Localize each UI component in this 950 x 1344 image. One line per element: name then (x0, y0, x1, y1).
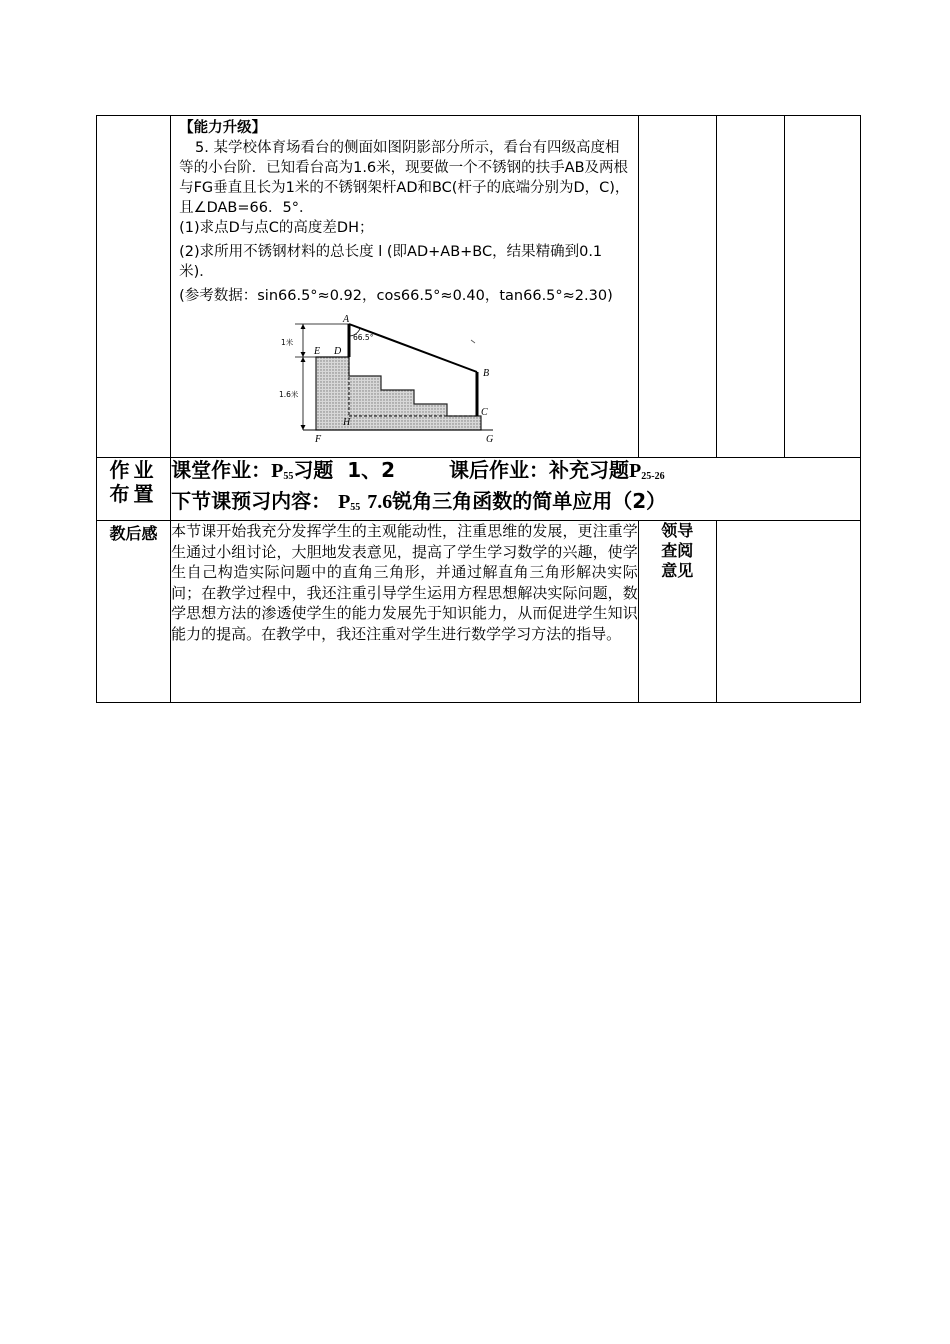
preview-page: P (338, 491, 351, 513)
preview-page-sub: 55 (350, 502, 361, 513)
leader-label-line1: 领导 (661, 521, 694, 540)
label-b: B (483, 368, 490, 379)
label-dim-bottom: 1.6米 (279, 390, 299, 399)
label-d: D (334, 346, 342, 357)
problem-row (97, 116, 861, 458)
arrow-1 (301, 324, 306, 329)
arrow-4 (301, 425, 306, 430)
homework-label-line2: 布置 (109, 482, 158, 506)
label-angle: 66.5° (353, 333, 374, 342)
blank-cell-1 (638, 116, 716, 458)
blank-cell-2 (716, 116, 784, 458)
after-class-page: P (629, 460, 642, 482)
after-class-page-sub: 25-26 (641, 471, 665, 482)
lesson-plan-table (96, 115, 861, 703)
class-homework-items: 习题 1、2 (293, 458, 396, 482)
reflection-label: 教后感 (97, 521, 171, 703)
reflection-text: 本节课开始我充分发挥学生的主观能动性，注重思维的发展，更注重学生通过小组讨论，大胆地发表意见，提高了学生学习数学的兴趣，使学生自己构造实际问题中的直角三角形，并通过解直角三角形解决实际问；在教学过程中，我还注重引导学生运用方程思想解决实际问题，数学思想方法的渗透使学生的能力发展先于知识能力，从而促进学生知识能力的提高。在教学中，我还注重对学生进行数学学习方法的指导。 (171, 521, 639, 703)
label-c: C (481, 407, 488, 418)
leader-comment-cell (716, 521, 860, 703)
handrail-ab (349, 324, 477, 372)
after-class-homework-label: 课后作业：补充习题 (449, 458, 630, 482)
class-homework-page-sub: 55 (283, 471, 294, 482)
leader-label-line2: 查阅 (661, 541, 694, 560)
reflection-row (97, 521, 861, 703)
label-f: F (315, 434, 322, 445)
stadium-figure (279, 312, 531, 445)
homework-content (171, 458, 861, 521)
homework-label-line1: 作业 (109, 458, 158, 482)
class-homework-label: 课堂作业： (171, 458, 272, 482)
question-2: (2)求所用不锈钢材料的总长度 l (即AD+AB+BC，结果精确到0.1米)． (179, 244, 603, 280)
problem-cell (171, 116, 639, 458)
reference-data: (参考数据：sin66.5°≈0.92，cos66.5°≈0.40，tan66.5°≈2.30) (179, 288, 613, 304)
stadium-diagram (279, 312, 531, 445)
class-homework-page: P (271, 460, 284, 482)
problem-paragraph: 5. 某学校体育场看台的侧面如图阴影部分所示，看台有四级高度相等的小台阶．已知看台高为1.6米，现要做一个不锈钢的扶手AB及两根与FG垂直且长为1米的不锈钢架杆AD和BC(杆子的底端分别为D，C)，且∠DAB=66．5°． (179, 140, 630, 216)
preview-title: 锐角三角函数的简单应用（2） (392, 489, 667, 513)
arrow-3 (301, 357, 306, 362)
leader-label (638, 521, 716, 703)
label-a: A (343, 314, 350, 325)
tick-mark (471, 340, 475, 343)
homework-line2 (171, 489, 860, 520)
leader-label-line3: 意见 (661, 561, 694, 580)
homework-label (97, 458, 171, 521)
section-heading: 【能力升级】 (179, 120, 267, 136)
homework-line1 (171, 458, 860, 489)
empty-label-cell (97, 116, 171, 458)
label-dim-top: 1米 (281, 338, 294, 347)
label-h: H (343, 417, 351, 428)
label-g: G (486, 434, 494, 445)
preview-section: 7.6 (367, 491, 393, 513)
question-1: (1)求点D与点C的高度差DH； (179, 220, 374, 236)
preview-label: 下节课预习内容： (171, 489, 332, 513)
stands-shape (316, 357, 481, 430)
homework-row (97, 458, 861, 521)
label-e: E (314, 346, 321, 357)
arrow-2 (301, 352, 306, 357)
blank-cell-3 (784, 116, 860, 458)
